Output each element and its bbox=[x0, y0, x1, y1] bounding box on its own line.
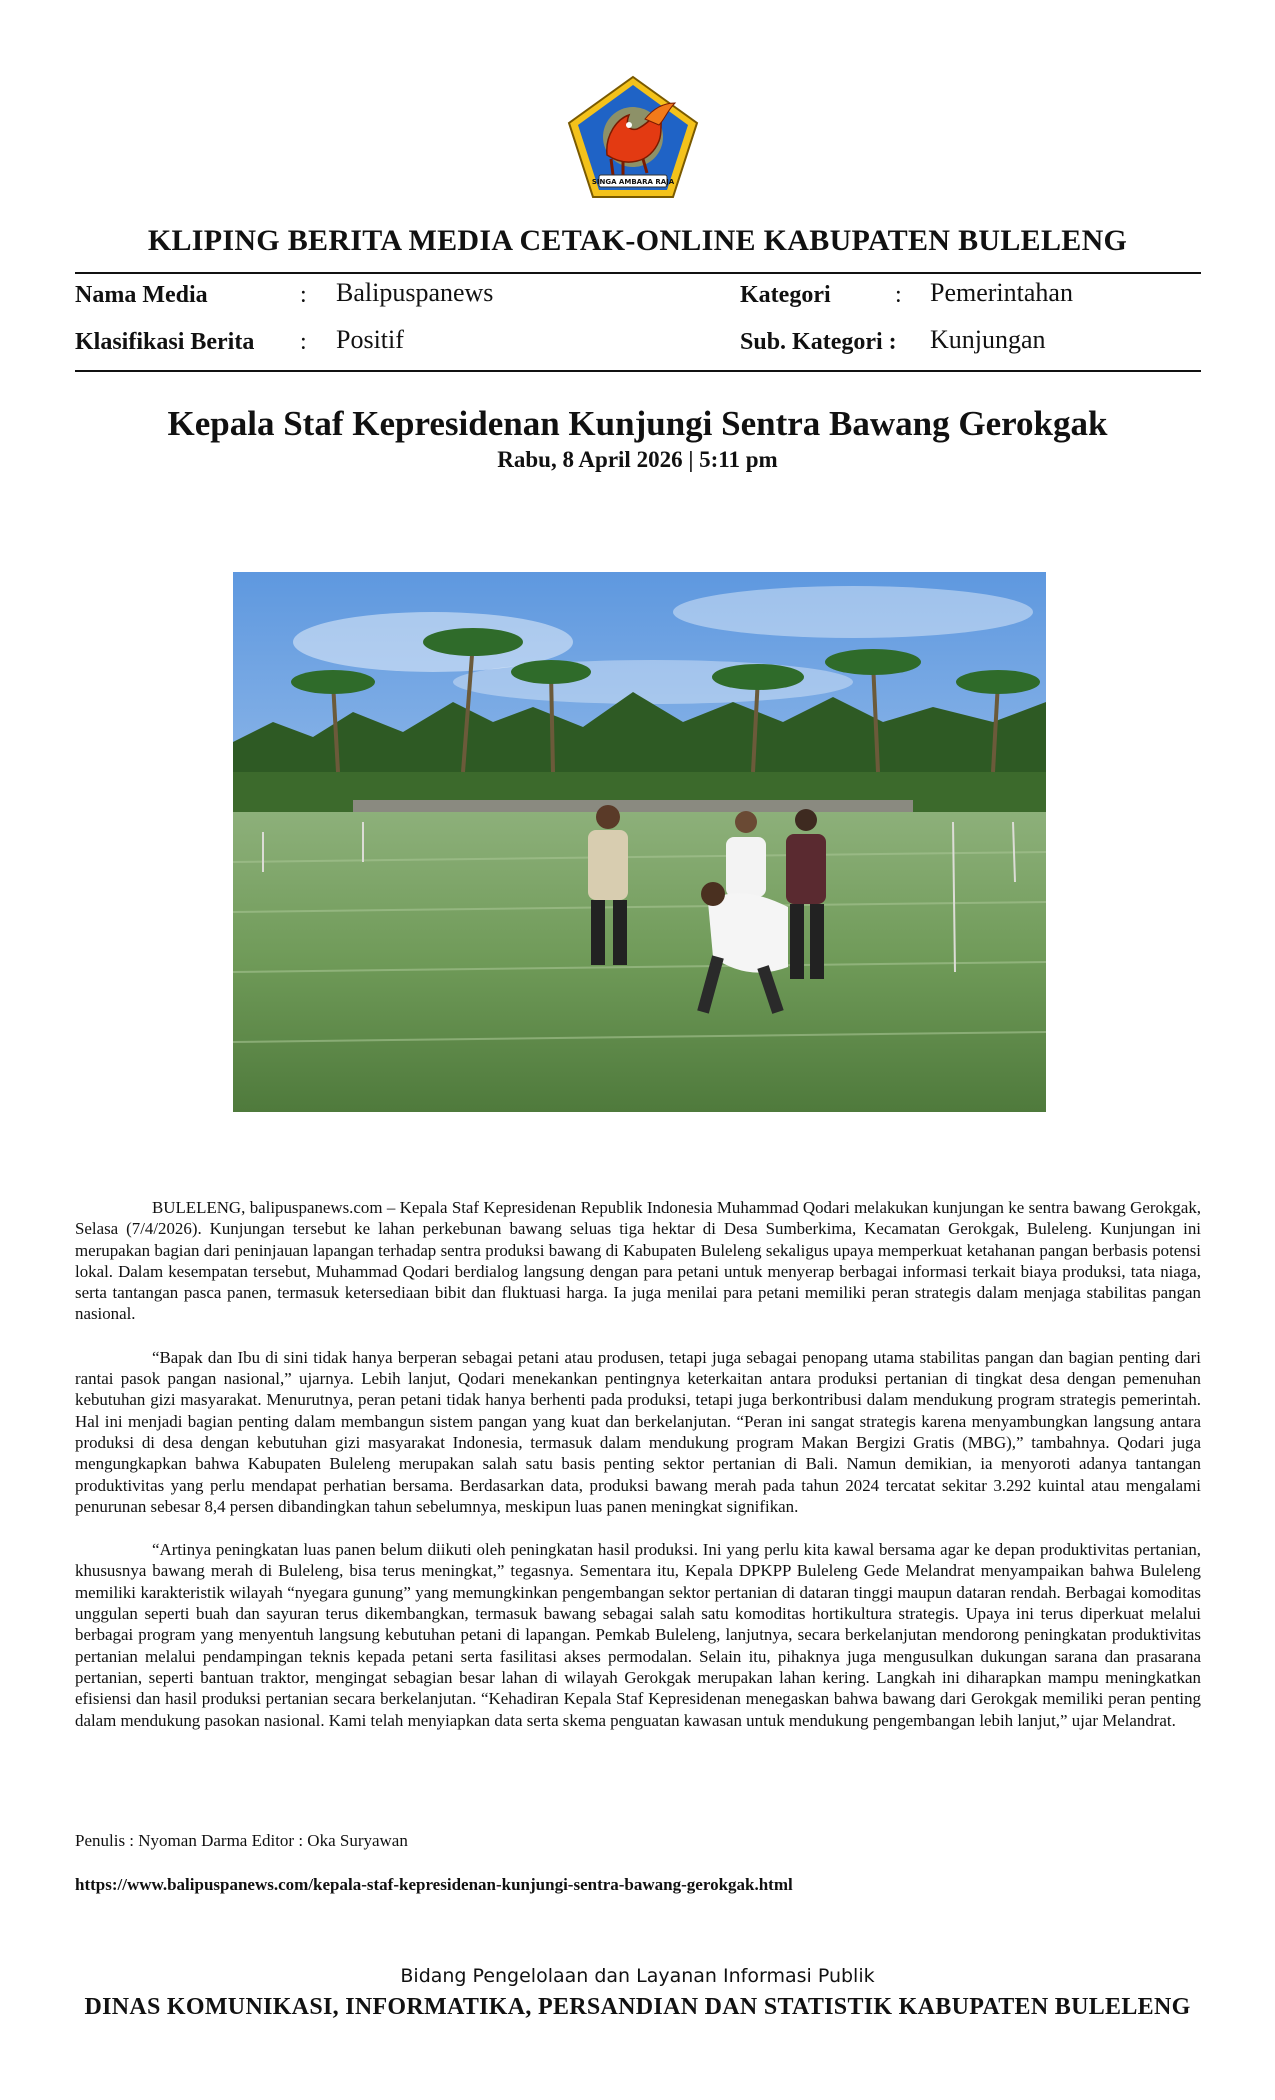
article-paragraph: “Artinya peningkatan luas panen belum diikuti oleh peningkatan hasil produksi. Ini yang perlu kita kawal bersama agar ke depan produktivitas pertanian, khususnya bawang merah di Buleleng, bisa terus meningkat,” tegasnya. Sementara itu, Kepala DPKPP Buleleng Gede Melandrat menyampaikan bahwa Buleleng memiliki karakteristik wilayah “nyegara gunung” yang memungkinkan pengembangan sektor pertanian di dataran tinggi maupun dataran rendah. Berbagai komoditas unggulan seperti buah dan sayuran terus dikembangkan, termasuk bawang sebagai salah satu komoditas hortikultura strategis. Upaya ini terus diperkuat melalui berbagai program yang menyentuh langsung kebutuhan petani di lapangan. Pemkab Buleleng, lanjutnya, secara berkelanjutan mendorong peningkatan produktivitas pertanian melalui pendampingan teknis kepada petani serta fasilitasi akses permodalan. Selain itu, pihaknya juga mengusulkan dukungan sarana dan prasarana pertanian, seperti bantuan traktor, mengingat sebagian besar lahan di wilayah Gerokgak merupakan lahan kering. Langkah ini diharapkan mampu meningkatkan efisiensi dan hasil produksi pertanian secara berkelanjutan. “Kehadiran Kepala Staf Kepresidenan menegaskan bahwa bawang dari Gerokgak memiliki peran penting dalam mendukung pasokan nasional. Kami telah menyiapkan data serta skema penguatan kawasan untuk mendukung pengembangan lebih lanjut,” ujar Melandrat. bbox=[75, 1540, 1201, 1730]
colon-separator: : bbox=[300, 329, 307, 355]
article-photo bbox=[233, 572, 1046, 1112]
buleleng-emblem-logo bbox=[567, 75, 699, 199]
article-headline: Kepala Staf Kepresidenan Kunjungi Sentra Bawang Gerokgak bbox=[167, 404, 1108, 443]
article-dateline: Rabu, 8 April 2026 | 5:11 pm bbox=[497, 447, 778, 472]
document-title: KLIPING BERITA MEDIA CETAK-ONLINE KABUPATEN BULELENG bbox=[147, 224, 1128, 257]
article-paragraph: “Bapak dan Ibu di sini tidak hanya berperan sebagai petani atau produsen, tetapi juga sebagai penopang utama stabilitas pangan dan bagian penting dari rantai pasok pangan nasional,” ujarnya. Lebih lanjut, Qodari menekankan pentingnya keterkaitan antara produksi pertanian di tingkat desa dengan pemenuhan kebutuhan gizi masyarakat. Menurutnya, peran petani tidak hanya berhenti pada produksi, tetapi juga berkontribusi dalam mendukung program strategis pemerintah. Hal ini menjadi bagian penting dalam membangun sistem pangan yang kuat dan berkelanjutan. “Peran ini sangat strategis karena menyambungkan langsung antara produksi di desa dengan kebutuhan gizi masyarakat Indonesia, termasuk dalam mendukung program Makan Bergizi Gratis (MBG),” tambahnya. Qodari juga mengungkapkan bahwa Kabupaten Buleleng merupakan salah satu basis penting sektor pertanian di Bali. Namun demikian, ia menyoroti adanya tantangan produktivitas yang perlu mendapat perhatian bersama. Berdasarkan data, produksi bawang merah pada tahun 2024 tercatat sekitar 3.292 kuintal atau mengalami penurunan sebesar 8,4 persen dibandingkan tahun sebelumnya, meskipun luas panen meningkat signifikan. bbox=[75, 1347, 1201, 1516]
bottom-divider bbox=[75, 370, 1201, 372]
colon-separator: : bbox=[300, 282, 307, 308]
emblem-motto-text: SINGA AMBARA RAJA bbox=[591, 178, 675, 186]
article-credits: Penulis : Nyoman Darma Editor : Oka Suryawan bbox=[75, 1831, 408, 1850]
klasifikasi-berita-value: Positif bbox=[336, 325, 404, 354]
klasifikasi-berita-label: Klasifikasi Berita bbox=[75, 329, 255, 355]
footer-subtitle: Bidang Pengelolaan dan Layanan Informasi Publik bbox=[400, 1965, 875, 1987]
nama-media-label: Nama Media bbox=[75, 282, 208, 308]
kategori-value: Pemerintahan bbox=[930, 278, 1073, 307]
article-source-link[interactable]: https://www.balipuspanews.com/kepala-staf-kepresidenan-kunjungi-sentra-bawang-gerokgak.html bbox=[75, 1875, 793, 1894]
colon-separator: : bbox=[895, 282, 902, 308]
sub-kategori-label: Sub. Kategori : bbox=[740, 329, 897, 355]
footer-title: DINAS KOMUNIKASI, INFORMATIKA, PERSANDIAN DAN STATISTIK KABUPATEN BULELENG bbox=[84, 1994, 1191, 2020]
article-paragraph: BULELENG, balipuspanews.com – Kepala Staf Kepresidenan Republik Indonesia Muhammad Qodari melakukan kunjungan ke sentra bawang Gerokgak, Selasa (7/4/2026). Kunjungan tersebut ke lahan perkebunan bawang seluas tiga hektar di Desa Sumberkima, Kecamatan Gerokgak, Buleleng. Kunjungan ini merupakan bagian dari peninjauan lapangan terhadap sentra produksi bawang di Kabupaten Buleleng sekaligus upaya memperkuat ketahanan pangan berbasis potensi lokal. Dalam kesempatan tersebut, Muhammad Qodari berdialog langsung dengan para petani untuk menyerap berbagai informasi terkait biaya produksi, tata niaga, serta tantangan pasca panen, termasuk ketersediaan bibit dan fluktuasi harga. Ia juga menilai para petani memiliki peran strategis dalam menjaga stabilitas pangan nasional. bbox=[75, 1198, 1201, 1324]
nama-media-value: Balipuspanews bbox=[336, 278, 494, 307]
article-body bbox=[75, 1197, 1201, 1753]
top-divider bbox=[75, 272, 1201, 274]
sub-kategori-value: Kunjungan bbox=[930, 325, 1046, 354]
kategori-label: Kategori bbox=[740, 282, 831, 308]
